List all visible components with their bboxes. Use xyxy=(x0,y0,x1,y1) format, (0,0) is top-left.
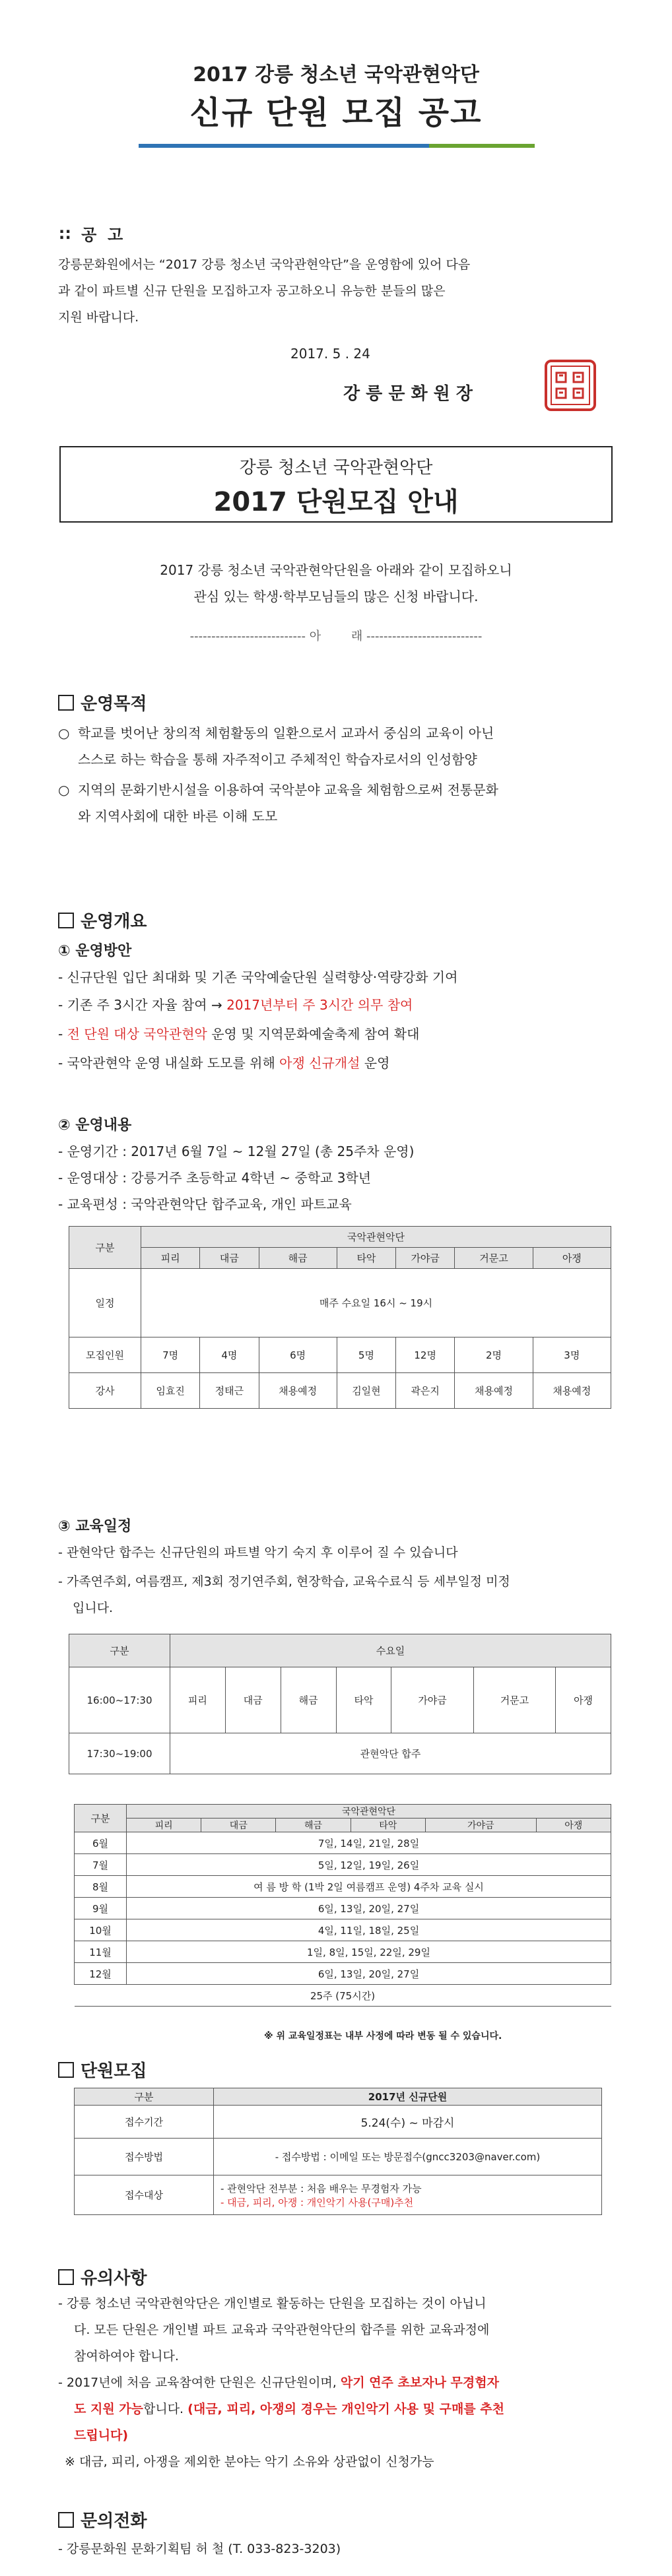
recruit-table xyxy=(74,2088,602,2215)
time-table xyxy=(69,1634,611,1774)
banner-line-1: 강릉 청소년 국악관현악단 xyxy=(239,458,433,478)
caution-line-2: 다. 모든 단원은 개인별 파트 교육과 국악관현악단의 합주를 위한 교육과정에 xyxy=(74,2323,490,2337)
caution-line-3: 참여하여야 합니다. xyxy=(74,2349,179,2364)
col-header: 가야금 xyxy=(425,1819,536,1832)
notice-body-3: 지원 바랍니다. xyxy=(58,310,139,325)
table-cell: 거문고 xyxy=(473,1667,555,1733)
circle-bullet-icon: ○ xyxy=(58,782,70,798)
method-line-2: - 기존 주 3시간 자율 참여 → 2017년부터 주 3시간 의무 참여 xyxy=(58,997,413,1013)
table-cell: 가야금 xyxy=(391,1667,473,1733)
total-cell: 25주 (75시간) xyxy=(75,1985,611,2007)
table-cell: 해금 xyxy=(281,1667,336,1733)
col-header: 피리 xyxy=(127,1819,201,1832)
table-group-header: 국악관현악단 xyxy=(127,1805,611,1819)
target-line-1: - 관현악단 전부분 : 처음 배우는 무경험자 가능 xyxy=(220,2182,422,2195)
table-cell: 채용예정 xyxy=(455,1373,533,1409)
page-title: 신규 단원 모집 공고 xyxy=(189,94,483,131)
table-corner: 구분 xyxy=(75,2088,214,2106)
caution-line-5: 도 지원 가능합니다. (대금, 피리, 아쟁의 경우는 개인악기 사용 및 구매를 추천 xyxy=(74,2402,504,2416)
table-cell: 채용예정 xyxy=(259,1373,337,1409)
content-line-1: - 운영기간 : 2017년 6월 7일 ~ 12월 27일 (총 25주차 운영) xyxy=(58,1143,415,1159)
monthly-schedule-table xyxy=(74,1804,611,2007)
table-corner: 구분 xyxy=(69,1634,170,1667)
circle-bullet-icon: ○ xyxy=(58,725,70,741)
table-cell: 채용예정 xyxy=(533,1373,611,1409)
header-subtitle: 2017 강릉 청소년 국악관현악단 xyxy=(193,63,479,86)
purpose-item-1-cont: 스스로 하는 학습을 통해 자주적이고 주체적인 학습자로서의 인성함양 xyxy=(78,752,477,767)
row-label: 접수대상 xyxy=(75,2175,214,2215)
schedule-note: ※ 위 교육일정표는 내부 사정에 따라 변동 될 수 있습니다. xyxy=(264,2031,502,2042)
checkbox-square-icon xyxy=(58,2512,74,2528)
operation-table xyxy=(69,1226,611,1409)
table-cell: 12명 xyxy=(396,1337,455,1373)
dates-cell: 7일, 14일, 21일, 28일 xyxy=(127,1832,611,1854)
notice-body-2: 과 같이 파트별 신규 단원을 모집하고자 공고하오니 유능한 분들의 많은 xyxy=(58,284,446,298)
row-label: 접수방법 xyxy=(75,2139,214,2175)
row-label: 모집인원 xyxy=(69,1337,141,1373)
col-header: 아쟁 xyxy=(536,1819,611,1832)
table-cell: 곽은지 xyxy=(396,1373,455,1409)
col-header: 해금 xyxy=(276,1819,351,1832)
purpose-item-2: ○ 지역의 문화기반시설을 이용하여 국악분야 교육을 체험함으로써 전통문화 xyxy=(58,782,498,798)
bullet-icon: ∷ xyxy=(59,226,71,244)
method-line-1: - 신규단원 입단 최대화 및 기존 국악예술단원 실력향상·역량강화 기여 xyxy=(58,969,458,985)
notice-issuer: 강 릉 문 화 원 장 xyxy=(343,384,473,404)
month-cell: 6월 xyxy=(75,1832,127,1854)
checkbox-square-icon xyxy=(58,695,74,711)
table-group-header: 2017년 신규단원 xyxy=(214,2088,602,2106)
month-cell: 10월 xyxy=(75,1919,127,1941)
dates-cell: 여 름 방 학 (1박 2일 여름캠프 운영) 4주차 교육 실시 xyxy=(127,1876,611,1898)
checkbox-square-icon xyxy=(58,2062,74,2078)
row-label: 강사 xyxy=(69,1373,141,1409)
table-cell: 4명 xyxy=(200,1337,259,1373)
caution-line-6: 드립니다) xyxy=(74,2428,129,2443)
col-header: 타악 xyxy=(337,1248,395,1269)
section-recruit-title: 단원모집 xyxy=(58,2057,147,2082)
content-line-3: - 교육편성 : 국악관현악단 합주교육, 개인 파트교육 xyxy=(58,1196,352,1212)
caution-line-7: ※ 대금, 피리, 아쟁을 제외한 분야는 악기 소유와 상관없이 신청가능 xyxy=(65,2455,434,2469)
table-cell: 대금 xyxy=(225,1667,281,1733)
ensemble-cell: 관현악단 합주 xyxy=(170,1733,611,1774)
table-cell: 타악 xyxy=(336,1667,391,1733)
red-seal-icon xyxy=(545,360,596,411)
row-label: 일정 xyxy=(69,1269,141,1337)
col-header: 대금 xyxy=(201,1819,276,1832)
caution-line-1: - 강릉 청소년 국악관현악단은 개인별로 활동하는 단원을 모집하는 것이 아닙니 xyxy=(58,2296,487,2311)
table-cell: 피리 xyxy=(170,1667,226,1733)
col-header: 거문고 xyxy=(455,1248,533,1269)
dates-cell: 1일, 8일, 15일, 22일, 29일 xyxy=(127,1941,611,1963)
table-cell: 5.24(수) ~ 마감시 xyxy=(214,2106,602,2139)
dates-cell: 5일, 12일, 19일, 26일 xyxy=(127,1854,611,1876)
table-corner: 구분 xyxy=(69,1227,141,1269)
notice-heading: ∷ 공 고 xyxy=(59,226,123,244)
month-cell: 11월 xyxy=(75,1941,127,1963)
table-cell: 2명 xyxy=(455,1337,533,1373)
col-header: 피리 xyxy=(141,1248,200,1269)
content-title: ② 운영내용 xyxy=(58,1117,132,1134)
month-cell: 8월 xyxy=(75,1876,127,1898)
header-rule-blue xyxy=(139,144,429,148)
header-rule-green xyxy=(429,144,535,148)
col-header: 대금 xyxy=(200,1248,259,1269)
col-header: 가야금 xyxy=(396,1248,455,1269)
method-line-3: - 전 단원 대상 국악관현악 운영 및 지역문화예술축제 참여 확대 xyxy=(58,1026,420,1042)
month-cell: 9월 xyxy=(75,1898,127,1919)
table-cell: 정태근 xyxy=(200,1373,259,1409)
target-cell xyxy=(214,2175,602,2215)
section-overview-title: 운영개요 xyxy=(58,908,147,932)
col-header: 타악 xyxy=(351,1819,425,1832)
col-header: 아쟁 xyxy=(533,1248,611,1269)
method-line-4: - 국악관현악 운영 내실화 도모를 위해 아쟁 신규개설 운영 xyxy=(58,1055,390,1071)
month-cell: 7월 xyxy=(75,1854,127,1876)
dates-cell: 6일, 13일, 20일, 27일 xyxy=(127,1898,611,1919)
table-cell: 6명 xyxy=(259,1337,337,1373)
table-group-header: 수요일 xyxy=(170,1634,611,1667)
purpose-item-2-cont: 와 지역사회에 대한 바른 이해 도모 xyxy=(78,808,278,824)
table-cell: 3명 xyxy=(533,1337,611,1373)
caution-line-4: - 2017년에 처음 교육참여한 단원은 신규단원이며, 악기 연주 초보자나 무경험자 xyxy=(58,2375,499,2390)
table-cell: 김일현 xyxy=(337,1373,395,1409)
table-cell: - 접수방법 : 이메일 또는 방문접수(gncc3203@naver.com) xyxy=(214,2139,602,2175)
table-cell: 5명 xyxy=(337,1337,395,1373)
banner-line-2: 2017 단원모집 안내 xyxy=(213,487,459,517)
section-caution-title: 유의사항 xyxy=(58,2265,147,2289)
schedule-cell: 매주 수요일 16시 ~ 19시 xyxy=(141,1269,611,1337)
table-cell: 임효진 xyxy=(141,1373,200,1409)
edu-line-2: - 가족연주회, 여름캠프, 제3회 정기연주회, 현장학습, 교육수료식 등 세부일정 미정 xyxy=(58,1574,510,1589)
row-label: 17:30~19:00 xyxy=(69,1733,170,1774)
month-cell: 12월 xyxy=(75,1963,127,1985)
table-corner: 구분 xyxy=(75,1805,127,1832)
dates-cell: 4일, 11일, 18일, 25일 xyxy=(127,1919,611,1941)
section-purpose-title: 운영목적 xyxy=(58,690,147,715)
checkbox-square-icon xyxy=(58,913,74,928)
intro-line-1: 2017 강릉 청소년 국악관현악단원을 아래와 같이 모집하오니 xyxy=(160,562,512,578)
notice-body-1: 강릉문화원에서는 “2017 강릉 청소년 국악관현악단”을 운영함에 있어 다음 xyxy=(58,257,471,272)
table-cell: 7명 xyxy=(141,1337,200,1373)
purpose-item-1: ○ 학교를 벗어난 창의적 체험활동의 일환으로서 교과서 중심의 교육이 아닌 xyxy=(58,725,494,741)
table-cell: 아쟁 xyxy=(556,1667,611,1733)
row-label: 16:00~17:30 xyxy=(69,1667,170,1733)
banner-box xyxy=(59,446,613,523)
target-line-2: - 대금, 피리, 아쟁 : 개인악기 사용(구매)추천 xyxy=(220,2196,414,2208)
edu-title: ③ 교육일정 xyxy=(58,1518,132,1535)
content-line-2: - 운영대상 : 강릉거주 초등학교 4학년 ~ 중학교 3학년 xyxy=(58,1170,372,1186)
edu-line-1: - 관현악단 합주는 신규단원의 파트별 악기 숙지 후 이루어 질 수 있습니다 xyxy=(58,1545,458,1560)
row-label: 접수기간 xyxy=(75,2106,214,2139)
intro-line-2: 관심 있는 학생·학부모님들의 많은 신청 바랍니다. xyxy=(193,589,479,604)
notice-date: 2017. 5 . 24 xyxy=(290,346,370,362)
table-group-header: 국악관현악단 xyxy=(141,1227,611,1248)
intro-divider: --------------------------- 아 래 --------------------------- xyxy=(189,629,483,643)
checkbox-square-icon xyxy=(58,2269,74,2285)
edu-line-2-cont: 입니다. xyxy=(73,1601,114,1615)
col-header: 해금 xyxy=(259,1248,337,1269)
method-title: ① 운영방안 xyxy=(58,943,132,959)
contact-line: - 강릉문화원 문화기획팀 허 철 (T. 033-823-3203) xyxy=(58,2542,341,2556)
section-contact-title: 문의전화 xyxy=(58,2507,147,2532)
dates-cell: 6일, 13일, 20일, 27일 xyxy=(127,1963,611,1985)
